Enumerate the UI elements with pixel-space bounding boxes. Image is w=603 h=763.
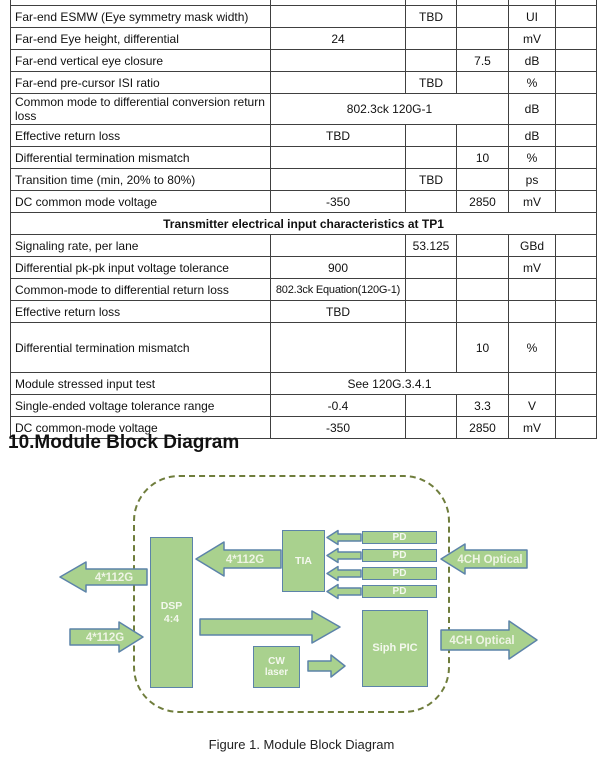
arrow-pd1-to-tia [327,531,361,545]
value-cell: 802.3ck 120G-1 [271,94,509,125]
value-cell: -350 [271,191,406,213]
value-cell: -0.4 [271,395,406,417]
param-cell: Far-end vertical eye closure [11,50,271,72]
value-cell [457,279,509,301]
param-cell: Far-end ESMW (Eye symmetry mask width) [11,6,271,28]
arrow-pd2-to-tia [327,549,361,563]
param-cell: Far-end Eye height, differential [11,28,271,50]
param-cell: Differential termination mismatch [11,323,271,373]
siph-pic-block [362,610,428,687]
value-cell: mV [509,257,556,279]
value-cell: % [509,147,556,169]
value-cell [406,191,457,213]
param-cell: Single-ended voltage tolerance range [11,395,271,417]
value-cell: % [509,72,556,94]
value-cell [556,373,597,395]
spec-table [10,0,597,439]
arrow-pd4-to-tia [327,585,361,599]
param-cell: Differential termination mismatch [11,147,271,169]
value-cell [457,6,509,28]
arrow-dsp-to-siph [200,611,340,643]
value-cell: TBD [271,125,406,147]
value-cell [457,169,509,191]
value-cell: TBD [271,301,406,323]
cw-laser-block [253,646,300,688]
value-cell: UI [509,6,556,28]
dsp-label-line2: 4:4 [163,612,180,625]
pd-block-1 [362,531,437,544]
value-cell: mV [509,417,556,439]
tia-label: TIA [295,554,312,567]
value-cell [509,279,556,301]
value-cell [509,301,556,323]
param-cell: Transition time (min, 20% to 80%) [11,169,271,191]
param-cell: Signaling rate, per lane [11,235,271,257]
table-row [11,279,597,301]
cw-label-line1: CW [268,655,285,667]
value-cell: 3.3 [457,395,509,417]
spec-table-body [11,0,597,439]
value-cell [556,72,597,94]
param-cell: Effective return loss [11,125,271,147]
value-cell [556,125,597,147]
value-cell [406,323,457,373]
table-row [11,147,597,169]
value-cell [457,125,509,147]
siph-pic-label: Siph PIC [372,642,418,655]
value-cell [556,323,597,373]
value-cell: 2850 [457,191,509,213]
diagram-arrows [0,470,603,730]
tia-block [282,530,325,592]
arrow-label-optical-out: 4CH Optical [449,635,515,647]
dsp-block [150,537,193,688]
value-cell [556,279,597,301]
value-cell [457,235,509,257]
table-row [11,395,597,417]
value-cell: TBD [406,169,457,191]
dsp-label-line1: DSP [160,600,183,613]
value-cell: See 120G.3.4.1 [271,373,509,395]
param-cell: Effective return loss [11,301,271,323]
value-cell [556,191,597,213]
value-cell: mV [509,28,556,50]
value-cell [556,395,597,417]
value-cell [556,257,597,279]
table-row [11,6,597,28]
value-cell [406,147,457,169]
value-cell [457,28,509,50]
param-cell: Far-end pre-cursor ISI ratio [11,72,271,94]
cw-label-line2: laser [264,667,289,678]
value-cell [556,169,597,191]
value-cell: 24 [271,28,406,50]
param-cell: Module stressed input test [11,373,271,395]
param-cell: Differential pk-pk input voltage tolerance [11,257,271,279]
value-cell: % [509,323,556,373]
value-cell [556,301,597,323]
arrow-label-lane-out: 4*112G [94,572,134,584]
value-cell [271,235,406,257]
pd-block-3 [362,567,437,580]
table-row [11,191,597,213]
figure-caption: Figure 1. Module Block Diagram [208,737,395,752]
value-cell [457,301,509,323]
value-cell [556,417,597,439]
value-cell [406,301,457,323]
value-cell [406,50,457,72]
value-cell: dB [509,125,556,147]
value-cell: -350 [271,417,406,439]
value-cell [457,72,509,94]
table-row [11,235,597,257]
value-cell [271,50,406,72]
pd-label: PD [392,532,407,543]
value-cell [556,28,597,50]
pd-label: PD [392,550,407,561]
param-cell: DC common mode voltage [11,191,271,213]
value-cell: 10 [457,323,509,373]
table-row [11,50,597,72]
value-cell: 802.3ck Equation(120G-1) [271,279,406,301]
value-cell [406,125,457,147]
section-header-row [11,213,597,235]
pd-label: PD [392,586,407,597]
param-cell: DC common-mode voltage [11,417,271,439]
value-cell [556,6,597,28]
value-cell [271,72,406,94]
value-cell: 53.125 [406,235,457,257]
table-row [11,28,597,50]
value-cell: dB [509,94,556,125]
pd-block-4 [362,585,437,598]
value-cell: ps [509,169,556,191]
value-cell [406,417,457,439]
value-cell [271,147,406,169]
param-cell: Common mode to differential conversion return loss [11,94,271,125]
arrow-pd3-to-tia [327,567,361,581]
value-cell [406,257,457,279]
value-cell [556,50,597,72]
table-row [11,169,597,191]
value-cell [271,323,406,373]
table-row [11,373,597,395]
table-row [11,301,597,323]
value-cell [271,169,406,191]
pd-label: PD [392,568,407,579]
table-row [11,72,597,94]
value-cell: V [509,395,556,417]
value-cell: 2850 [457,417,509,439]
value-cell: 900 [271,257,406,279]
value-cell: mV [509,191,556,213]
value-cell: dB [509,50,556,72]
param-cell: Common-mode to differential return loss [11,279,271,301]
table-row [11,125,597,147]
arrow-label-lane-mid: 4*112G [225,554,265,566]
value-cell: 10 [457,147,509,169]
arrow-cw-to-siph [308,655,345,677]
table-row [11,94,597,125]
value-cell: 7.5 [457,50,509,72]
value-cell: TBD [406,6,457,28]
value-cell [509,373,556,395]
pd-block-2 [362,549,437,562]
table-row [11,257,597,279]
value-cell [406,28,457,50]
value-cell [271,6,406,28]
value-cell [556,147,597,169]
section-heading: 10.Module Block Diagram [8,432,240,453]
value-cell [556,235,597,257]
value-cell [406,279,457,301]
arrow-label-optical-in: 4CH Optical [457,554,523,566]
section-title-cell: Transmitter electrical input characteristics at TP1 [11,213,597,235]
table-row [11,323,597,373]
value-cell [457,257,509,279]
arrow-label-lane-in: 4*112G [85,632,125,644]
value-cell: GBd [509,235,556,257]
value-cell [406,395,457,417]
value-cell: TBD [406,72,457,94]
value-cell [556,94,597,125]
